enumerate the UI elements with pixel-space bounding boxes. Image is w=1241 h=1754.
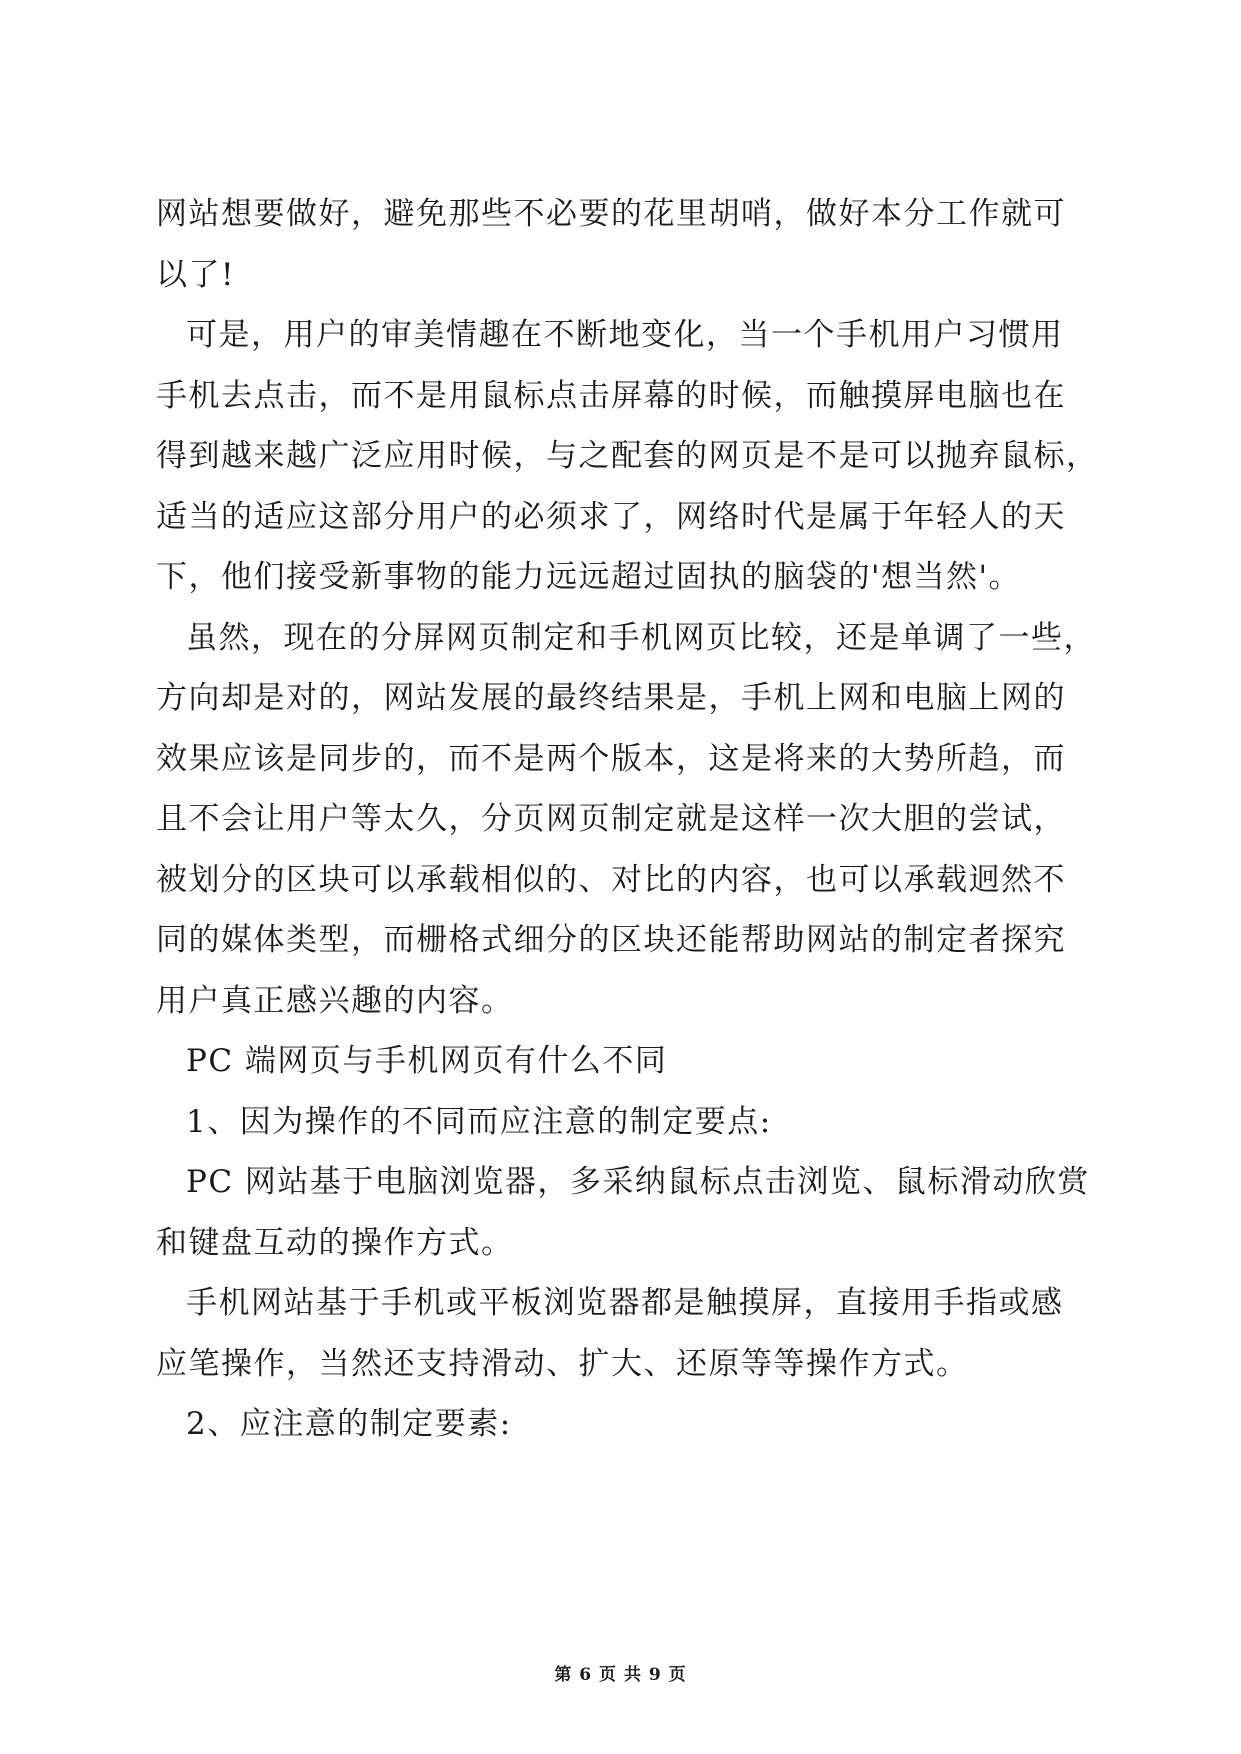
text-line: 网站想要做好，避免那些不必要的花里胡哨，做好本分工作就可	[156, 196, 1066, 232]
text-line: 效果应该是同步的，而不是两个版本，这是将来的大势所趋，而	[156, 740, 1066, 777]
text-line: 适当的适应这部分用户的必须求了，网络时代是属于年轻人的天	[156, 498, 1066, 535]
text-line: PC 网站基于电脑浏览器，多采纳鼠标点击浏览、鼠标滑动欣赏	[186, 1164, 1090, 1200]
text-line: 应笔操作，当然还支持滑动、扩大、还原等等操作方式。	[156, 1345, 969, 1382]
text-line: 和键盘互动的操作方式。	[156, 1224, 514, 1261]
page-number-footer: 第 6 页 共 9 页	[554, 1665, 687, 1685]
text-line: 用户真正感兴趣的内容。	[156, 982, 514, 1019]
document-body	[156, 184, 1116, 1455]
text-line: 被划分的区块可以承载相似的、对比的内容，也可以承载迥然不	[156, 861, 1066, 898]
text-line: 手机去点击，而不是用鼠标点击屏幕的时候，而触摸屏电脑也在	[156, 377, 1066, 414]
text-line: 1、因为操作的不同而应注意的制定要点:	[186, 1103, 772, 1140]
text-line: 以了!	[156, 256, 235, 293]
text-line: 虽然，现在的分屏网页制定和手机网页比较，还是单调了一些，	[186, 619, 1096, 656]
text-line: 方向却是对的，网站发展的最终结果是，手机上网和电脑上网的	[156, 680, 1066, 716]
text-line: 手机网站基于手机或平板浏览器都是触摸屏，直接用手指或感	[186, 1285, 1064, 1321]
text-line: 同的媒体类型，而栅格式细分的区块还能帮助网站的制定者探究	[156, 922, 1066, 958]
text-line: 2、应注意的制定要素:	[186, 1406, 512, 1442]
text-line: 得到越来越广泛应用时候，与之配套的网页是不是可以抛弃鼠标，	[156, 438, 1099, 474]
text-line: 可是，用户的审美情趣在不断地变化，当一个手机用户习惯用	[186, 317, 1064, 353]
section-heading: PC 端网页与手机网页有什么不同	[186, 1043, 668, 1079]
text-line: 且不会让用户等太久，分页网页制定就是这样一次大胆的尝试，	[156, 801, 1066, 837]
text-line: 下，他们接受新事物的能力远远超过固执的脑袋的'想当然'。	[156, 559, 1022, 595]
